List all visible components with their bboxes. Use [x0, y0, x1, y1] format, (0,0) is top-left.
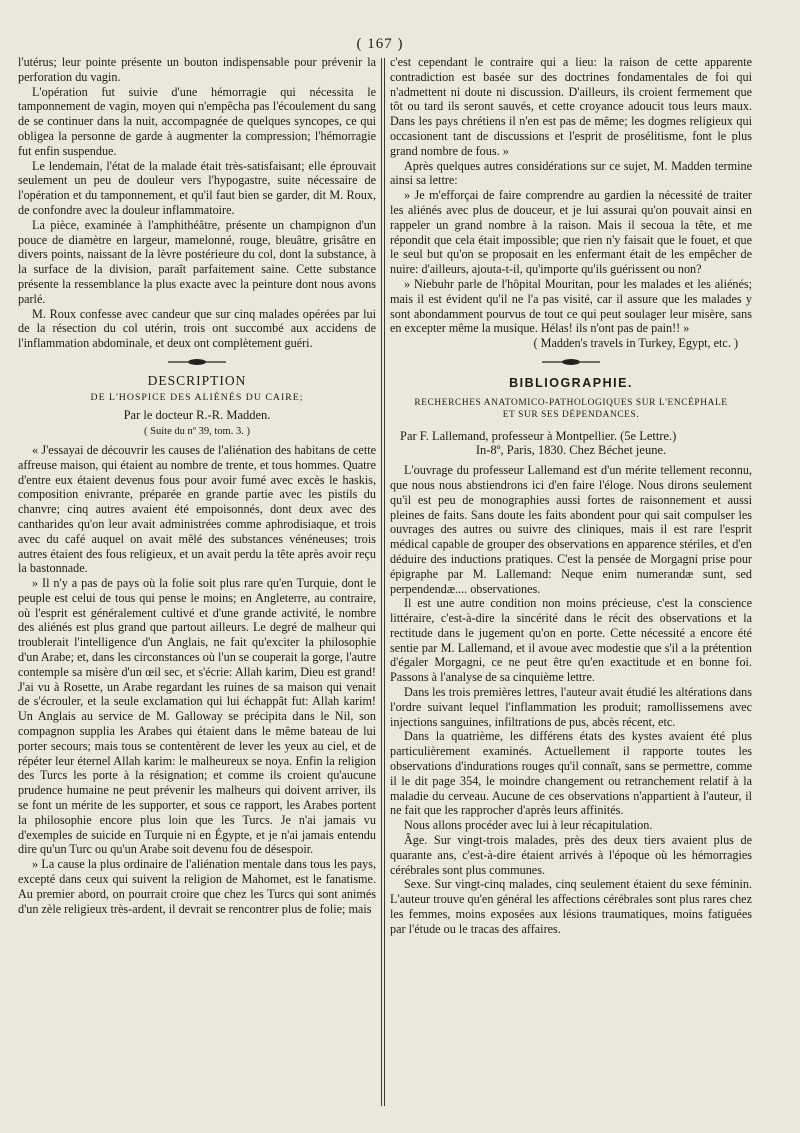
right-column: [390, 55, 752, 937]
paragraph: Dans les trois premières lettres, l'auteur avait étudié les altérations dans l'ordre suivant lequel l'inflammation les produit; ramollissemens avec injections sanguines, infiltrations de pus, abcès récent, etc.: [390, 685, 752, 729]
paragraph: Il est une autre condition non moins précieuse, c'est la conscience littéraire, c'est-à-dire la sincérité dans le récit des observations et la rectitude dans le jugement qu'on en porte. Cette nécessité a encore été sentie par M. Lallemand, et il avoue avec modestie que s'il a la prétention d'égaler Morgagni, ce ne peut être qu'en exactitude et en bonne foi. Passons à l'analyse de sa cinquième lettre.: [390, 596, 752, 685]
book-title-line-1: RECHERCHES ANATOMICO-PATHOLOGIQUES SUR L'ENCÉPHALE: [414, 397, 728, 408]
paragraph: La pièce, examinée à l'amphithéâtre, présente un champignon d'un pouce de diamètre en largeur, mamelonné, rouge, bleuâtre, grisâtre en divers points, naissant de la lèvre postérieure du col, dont la substance, à la surface de la division, paraît parfaitement saine. Cette substance présente la ressemblance la plus exacte avec la peinture dont nous avons parlé.: [18, 217, 376, 306]
section-ornament: [18, 355, 376, 370]
paragraph: » La cause la plus ordinaire de l'aliénation mentale dans tous les pays, excepté dans ceux qui suivent la religion de Mahomet, est le fanatisme. Au premier abord, on pourrait croire que chez les Turcs qui sont animés d'un zèle religieux très-ardent, il devrait se rencontrer plus de folie; mais: [18, 857, 376, 916]
section-title: BIBLIOGRAPHIE.: [509, 375, 633, 390]
page-number: ( 167 ): [356, 36, 404, 52]
paragraph: L'opération fut suivie d'une hémorragie qui nécessita le tamponnement de vagin, moyen qui n'empêcha pas l'écoulement du sang de se continuer dans la nuit, accompagnée de quelques syncopes, ce qui obligea la personne de garde à augmenter la compression; l'hémorragie fut enfin suspendue.: [18, 84, 376, 158]
article-subtitle: DE L'HOSPICE DES ALIÉNÉS DU CAIRE;: [90, 391, 304, 403]
paragraph: c'est cependant le contraire qui a lieu: la raison de cette apparente contradiction est basée sur des doctrines fondamentales de foi qui n'admettent ni doute ni discussion. D'ailleurs, ils croient fermement que tôt ou tard ils seront sauvés, et cette croyance adoucit tous leurs maux. Dans les pays chrétiens il n'en est pas de même; les dogmes religieux qui occasionent tant de discussions et l'esprit de prosélitisme, font le plus grand nombre de fous. »: [390, 55, 752, 158]
paragraph: Après quelques autres considérations sur ce sujet, M. Madden termine ainsi sa lettre:: [390, 158, 752, 188]
article-title: DESCRIPTION: [147, 372, 247, 388]
article-note: ( Suite du nº 39, tom. 3. ): [144, 426, 250, 438]
paragraph: l'utérus; leur pointe présente un bouton indispensable pour prévenir la perforation du vagin.: [18, 55, 376, 84]
paragraph: « J'essayai de découvrir les causes de l'aliénation des habitans de cette affreuse maison, qui étaient au nombre de trente, et tous hommes. Quatre d'entre eux étaient devenus fous pour avoir fumé avec excès le haskis, composition enivrante, préparée en grande partie avec les pistils du chanvre; cinq autres avaient été empoisonnés, dont deux avec des cantharides qu'on leur avait administrées comme aphrodisiaque, et trois avec du café auquel on avait mêlé des substances vénéneuses; trois autres étaient des fous religieux, et un avait perdu la tête après avoir reçu la bastonnade.: [18, 442, 376, 576]
source-citation: ( Madden's travels in Turkey, Egypt, etc. ): [533, 336, 738, 351]
book-title-line-2: ET SUR SES DÉPENDANCES.: [502, 409, 640, 420]
section-ornament: [390, 355, 752, 370]
left-column: [18, 55, 376, 916]
paragraph: M. Roux confesse avec candeur que sur cinq malades opérées par lui de la résection du col utérin, trois ont succombé aux accidens de l'inflammation abdominale, et deux ont complètement guéri.: [18, 306, 376, 351]
column-rule: [381, 58, 382, 1106]
book-publication: In-8º, Paris, 1830. Chez Béchet jeune.: [475, 443, 667, 458]
paragraph: Le lendemain, l'état de la malade était très-satisfaisant; elle éprouvait seulement un peu de douleur vers l'hypogastre, suite nécessaire de l'opération et du tamponnement, et qu'il faut bien se garder, dit M. Roux, de confondre avec la douleur inflammatoire.: [18, 158, 376, 217]
book-author: Par F. Lallemand, professeur à Montpellier. (5e Lettre.): [400, 428, 677, 443]
paragraph: » Je m'efforçai de faire comprendre au gardien la nécessité de traiter les aliénés avec plus de douceur, et je lui assurai qu'on pouvait ainsi en rappeler un grand nombre à la raison. Mais il secoua la tête, et me répondit que cela était impossible; que rien n'y faisait que le fouet, et que le seul but qu'on se proposait en les enfermant était de les empêcher de nuire: d'ailleurs, ajouta-t-il, qu'importe qu'ils guérissent ou non?: [390, 188, 752, 277]
paragraph: Sexe. Sur vingt-cinq malades, cinq seulement étaient du sexe féminin. L'auteur trouve qu'en général les affections cérébrales sont plus rares chez les femmes, moins exposées aux lésions traumatiques, moins fatiguées par l'étude ou le tracas des affaires.: [390, 877, 752, 936]
paragraph: Nous allons procéder avec lui à leur récapitulation.: [404, 818, 653, 833]
article-author: Par le docteur R.-R. Madden.: [123, 408, 271, 423]
paragraph: » Niebuhr parle de l'hôpital Mouritan, pour les malades et les aliénés; mais il est évident qu'il ne l'a pas visité, car il assure que les malades y sont abondamment pourvus de tout ce qui peut soulager leur misère, sans en excepter même la musique. Hélas! ils n'ont pas de pain!! »: [390, 276, 752, 336]
column-rule-double: [384, 58, 385, 1106]
paragraph: Dans la quatrième, les différens états des kystes avaient été plus particulièrement examinés. Actuellement il rapporte toutes les observations d'indurations rouges qu'il connaît, sans se permettre, comme il le dit page 354, le moindre changement ou retranchement relatif à la maladie du cerveau. Aucune de ces observations n'appartient à l'auteur, il ne fait que les rapprocher d'après leurs affinités.: [390, 729, 752, 818]
paragraph: Âge. Sur vingt-trois malades, près des deux tiers avaient plus de quarante ans, c'est-à-dire étaient arrivés à l'époque où les hémorragies cérébrales sont plus communes.: [390, 833, 752, 877]
paragraph: L'ouvrage du professeur Lallemand est d'un mérite tellement reconnu, que nous nous abstiendrons ici d'en faire l'éloge. Nous dirons seulement qu'il est peu de monographies aussi fortes de raisonnement et aussi pleines de faits. Sans doute les faits abondent pour qui sait compulser les ouvrages des autres ou suivre des cliniques, mais il est rare l'esprit médical capable de grouper des observations en apparence stériles, et d'en déduire des inductions pratiques. C'est la pensée de Morgagni prise pour épigraphe par M. Lallemand: Neque enim numerandæ sunt, sed perpendendæ.... observationes.: [390, 463, 752, 596]
paragraph: » Il n'y a pas de pays où la folie soit plus rare qu'en Turquie, dont le peuple est celui de tous qui pense le moins; en Angleterre, au contraire, où l'esprit est généralement cultivé et d'une grande activité, le nombre des aliénés est plus grand que partout ailleurs. Le degré de malheur qui troublerait l'intelligence d'un Anglais, ne fait qu'exciter la philosophie d'un Arabe; et, dans les circonstances où l'un se couperait la gorge, l'autre contemple sa misère d'un œil sec, et s'écrie: Allah karim, Dieu est grand! J'ai vu à Rosette, un Arabe regardant les ruines de sa maison qui venait de s'écrouler, et la seule exclamation qui lui échappât fut: Allah karim! Un Anglais au service de M. Galloway se précipita dans le Nil, son compagnon supplia les Arabes qui étaient dans le même bateau de lui porter secours; mais tous se contentèrent de lever les yeux au ciel, et de répéter leur éternel Allah karim: le malheureux se noya. Enfin la religion des Turcs les porte à la résignation; et comme ils croient qu'aucune prudence humaine ne peut prévenir les malheurs qui doivent arriver, ils se font un mérite de les supporter, et sous ce rapport, les Arabes portent la philosophie encore plus loin que les Turcs. Je n'ai jamais vu d'exemples de suicide en Turquie ni en Égypte, et je n'ai jamais entendu dire qu'un Turc ou qu'un Arabe soit devenu fou de désespoir.: [18, 576, 376, 857]
